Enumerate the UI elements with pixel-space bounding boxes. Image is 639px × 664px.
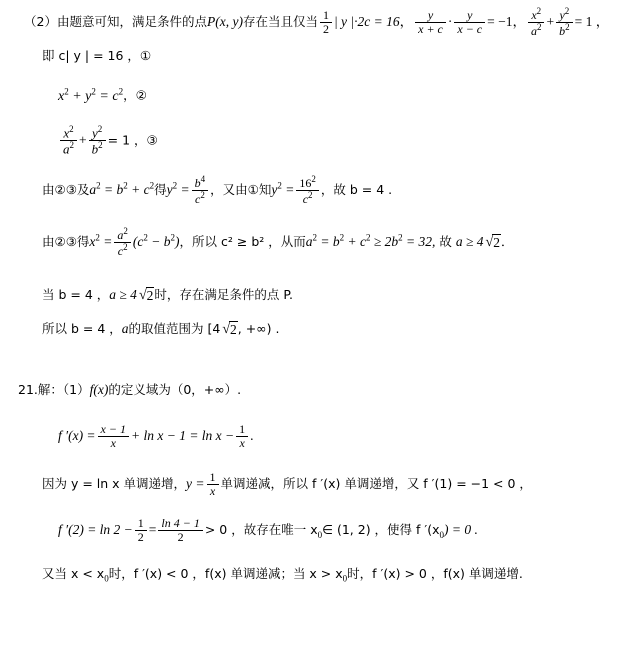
line12-sub2: 0 — [439, 529, 445, 540]
line6-c: $(c^2 - b^2)$ — [132, 232, 180, 250]
frac-den: x — [239, 435, 245, 450]
line1-tail: = 1 ， — [574, 14, 610, 30]
text-line-4: $\frac{x^2}{a^2}$ + $\frac{y^2}{b^2}$ = 1 ，③ — [58, 126, 158, 157]
text-line-1: （2）由题意可知，满足条件的点P(x, y)存在当且仅当 $\frac{1}{2}$ | y |·2c = 16， $\frac{y}{x + c}$ · $\frac{y}{x - c}$ = −1， $\frac{x^2}{a^2}$ + $\frac{y^2}{b^2}$ = 1 ， — [24, 6, 610, 38]
fraction-x2-over-a2-line4 — [60, 125, 77, 156]
line1-point: P(x, y) — [206, 14, 243, 30]
line9-c: 的定义域为（0，+∞）. — [108, 382, 242, 397]
line9-a: 21.解：（1） — [18, 382, 90, 397]
line8-c: 的取值范围为 [4 — [128, 321, 221, 336]
text-line-3: $x^2 + y^2 = c^2$，② — [58, 86, 147, 104]
frac-den: x − c — [457, 21, 483, 36]
line12-a: f ′(2) = ln 2 − — [58, 522, 133, 538]
line7-d: 时，存在满足条件的点 P. — [154, 287, 293, 302]
line10-b: + ln x − 1 = ln x − — [130, 428, 235, 444]
line5-d: $y^2$ = — [166, 180, 190, 198]
line11-b: y = — [186, 476, 205, 492]
frac-num: $b^4$ — [192, 175, 209, 191]
frac-den: $c^2$ — [302, 189, 313, 206]
line5-a: 由②③及 — [42, 182, 90, 198]
line9-b: f(x) — [89, 382, 109, 397]
frac-num: 1 — [135, 517, 147, 531]
frac-num: $x^2$ — [528, 7, 545, 23]
line12-c: > 0 ，故存在唯一 x — [204, 522, 318, 538]
frac-num: y — [454, 9, 485, 23]
line7-b: a ≥ 4 — [109, 287, 137, 302]
text-line-9 — [18, 382, 241, 399]
frac-den: x + c — [418, 21, 443, 36]
line13-b: 时，f ′(x) < 0 ，f(x) 单调递减；当 x > x — [108, 566, 343, 581]
frac-den: $c^2$ — [117, 241, 128, 258]
frac-den: 2 — [322, 21, 329, 36]
line12-d: ∈ (1, 2) ，使得 f ′(x — [322, 522, 440, 538]
line13-c: 时，f ′(x) > 0 ，f(x) 单调递增. — [347, 566, 523, 581]
line1-eq-neg-one: = −1 — [487, 14, 513, 30]
frac-num: $y^2$ — [89, 125, 106, 141]
fraction-ln4minus1-over-2 — [158, 517, 202, 543]
frac-den: 2 — [177, 529, 184, 544]
line8-a: 所以 b = 4 ， — [42, 321, 122, 336]
text-line-2 — [42, 48, 151, 65]
fraction-1-over-2 — [135, 517, 147, 543]
line5-f: $y^2$ = — [271, 180, 295, 198]
line11-c: 单调递减，所以 f ′(x) 单调递增，又 f ′(1) = −1 < 0 ， — [220, 476, 532, 492]
fraction-xminus1-over-x — [98, 423, 129, 449]
frac-den: $b^2$ — [559, 21, 570, 38]
sqrt-2-line8: √2 — [222, 322, 237, 337]
frac-num: y — [415, 9, 446, 23]
frac-num: 1 — [207, 471, 219, 485]
frac-num: 1 — [320, 9, 332, 23]
line1-dot: · — [447, 14, 453, 30]
line13-sub1: 0 — [104, 573, 109, 584]
frac-num: 1 — [236, 423, 248, 437]
text-line-11 — [42, 472, 532, 498]
line1-prefix: （2）由题意可知，满足条件的点 — [24, 14, 207, 30]
line2-text: 即 c| y | = 16 ，① — [42, 48, 152, 63]
line12-b: = — [148, 522, 157, 538]
text-line-13 — [42, 566, 523, 585]
line10-a: f ′(x) = — [58, 428, 96, 444]
line5-b: $a^2 = b^2 + c^2$ — [89, 180, 155, 198]
line4-tail: = 1 ，③ — [107, 132, 158, 148]
frac-num: $x^2$ — [60, 125, 77, 141]
frac-num: $16^2$ — [296, 175, 319, 191]
text-line-8 — [42, 320, 279, 339]
frac-den: $a^2$ — [63, 139, 74, 157]
line8-e: , +∞) . — [237, 321, 280, 336]
line13-sub2: 0 — [342, 573, 348, 584]
frac-num: $a^2$ — [114, 227, 131, 243]
line6-h: ． — [500, 234, 514, 250]
text-line-6: 由②③得$x^2$ = $\frac{a^2}{c^2}$ $(c^2 - b^2)$，所以 c² ≥ b² ，从而$a^2 = b^2 + c^2 \ge 2b^2 = 32$, 故 a ≥ 4 √2． — [42, 226, 514, 258]
text-line-7 — [42, 286, 293, 305]
line5-c: 得 — [154, 182, 167, 198]
frac-num: $y^2$ — [556, 7, 573, 23]
line5-e: ，又由①知 — [210, 182, 272, 198]
line13-a: 又当 x < x — [42, 566, 105, 581]
text-line-10 — [58, 424, 254, 450]
line6-d: ，所以 c² ≥ b² ，从而 — [179, 234, 306, 250]
line11-a: 因为 y = ln x 单调递增， — [42, 476, 187, 492]
line5-g: ，故 b = 4 . — [320, 182, 393, 198]
fraction-y2-over-b2 — [556, 7, 573, 37]
line6-f: a ≥ 4 — [455, 234, 484, 250]
frac-num: x − 1 — [98, 423, 129, 437]
fraction-one-half — [320, 9, 332, 35]
line3-equation: $x^2 + y^2 = c^2$ — [58, 86, 124, 104]
frac-den: 2 — [137, 529, 144, 544]
text-line-5 — [42, 176, 392, 206]
text-line-12 — [58, 518, 478, 544]
line12-e: ) = 0 . — [444, 522, 478, 538]
fraction-y2-over-b2-line4 — [89, 125, 106, 156]
line6-e: $a^2 = b^2 + c^2 \ge 2b^2 = 32$, — [305, 232, 436, 250]
fraction-x2-over-a2 — [528, 7, 545, 37]
frac-den: $a^2$ — [530, 21, 542, 38]
line6-b: $x^2$ = — [89, 232, 113, 250]
frac-num: ln 4 − 1 — [158, 517, 202, 531]
line7-a: 当 b = 4 ， — [42, 287, 110, 302]
fraction-16sq-over-c2 — [296, 175, 319, 205]
sqrt-2-line7: √2 — [138, 288, 154, 303]
line12-sub1: 0 — [317, 529, 323, 540]
fraction-a2-over-c2 — [114, 227, 131, 257]
fraction-y-over-xminusc — [454, 9, 485, 35]
line10-c: . — [250, 428, 254, 444]
line1-mid: 存在当且仅当 — [242, 14, 318, 30]
fraction-y-over-xplusc — [415, 9, 446, 35]
fraction-b4-over-c2 — [192, 175, 209, 205]
line1-abs-eq: | y |·2c = 16 — [333, 14, 400, 30]
frac-den: $b^2$ — [91, 139, 103, 157]
frac-den: x — [209, 483, 216, 498]
frac-den: $c^2$ — [195, 189, 205, 206]
sqrt-2-line6: √2 — [485, 235, 500, 251]
frac-den: x — [110, 435, 116, 450]
fraction-1-over-x-line11 — [207, 471, 219, 497]
line8-b: a — [121, 321, 129, 336]
fraction-1-over-x — [236, 423, 248, 449]
line6-a: 由②③得 — [42, 234, 90, 250]
